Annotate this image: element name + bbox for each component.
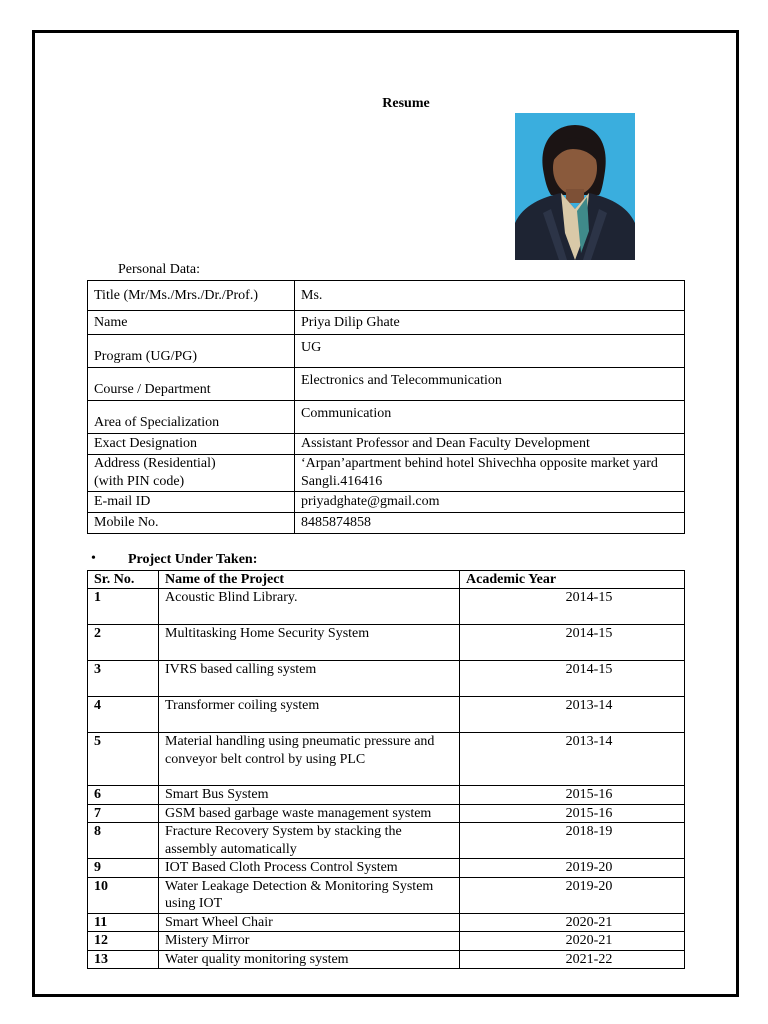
specialization-label: Area of Specialization (88, 401, 295, 434)
project-name-line1: Multitasking Home Security System (165, 626, 370, 641)
table-row (88, 859, 685, 878)
table-row (88, 661, 685, 697)
table-row (88, 733, 685, 786)
table-row (88, 311, 685, 335)
project-no: 13 (88, 950, 159, 969)
project-name (159, 859, 460, 878)
table-row (88, 625, 685, 661)
portrait-image (515, 113, 635, 260)
project-no: 11 (88, 913, 159, 932)
project-no: 3 (88, 661, 159, 697)
project-name (159, 661, 460, 697)
project-name (159, 625, 460, 661)
mobile-label: Mobile No. (88, 513, 295, 534)
profile-photo (515, 113, 635, 260)
address-value-line2: Sangli.416416 (301, 474, 383, 489)
bullet-icon: • (91, 551, 96, 566)
project-year: 2019-20 (460, 877, 685, 913)
project-name-line1: Mistery Mirror (165, 933, 250, 948)
project-name-line1: IOT Based Cloth Process Control System (165, 860, 398, 875)
course-label: Course / Department (88, 368, 295, 401)
project-name (159, 733, 460, 786)
header-project-name: Name of the Project (159, 571, 460, 589)
project-year: 2018-19 (460, 823, 685, 859)
personal-data-table (87, 280, 685, 534)
project-name (159, 697, 460, 733)
project-name-line1: Fracture Recovery System by stacking the (165, 824, 402, 839)
table-row (88, 335, 685, 368)
project-name-line2: conveyor belt control by using PLC (165, 751, 366, 767)
email-value: priyadghate@gmail.com (295, 492, 685, 513)
project-year: 2014-15 (460, 625, 685, 661)
project-name-line1: GSM based garbage waste management system (165, 805, 432, 821)
project-year: 2013-14 (460, 697, 685, 733)
project-year: 2014-15 (460, 661, 685, 697)
project-name (159, 913, 460, 932)
project-name (159, 823, 460, 859)
table-header-row (88, 571, 685, 589)
title-label: Title (Mr/Ms./Mrs./Dr./Prof.) (88, 281, 295, 311)
table-row (88, 877, 685, 913)
projects-table (87, 570, 685, 969)
table-row (88, 786, 685, 805)
project-name-line1: Water Leakage Detection & Monitoring System (165, 878, 434, 894)
program-value: UG (295, 335, 685, 368)
personal-data-label: Personal Data: (118, 262, 201, 277)
table-row (88, 368, 685, 401)
project-year: 2013-14 (460, 733, 685, 786)
table-row (88, 513, 685, 534)
project-no: 8 (88, 823, 159, 859)
designation-label: Exact Designation (88, 434, 295, 455)
table-row (88, 950, 685, 969)
project-name-line2: assembly automatically (165, 841, 297, 857)
table-row (88, 823, 685, 859)
project-name (159, 877, 460, 913)
project-no: 12 (88, 932, 159, 951)
project-name (159, 786, 460, 805)
project-no: 4 (88, 697, 159, 733)
project-name (159, 804, 460, 823)
project-name (159, 932, 460, 951)
project-no: 1 (88, 589, 159, 625)
header-sr-no: Sr. No. (88, 571, 159, 589)
project-year: 2019-20 (460, 859, 685, 878)
designation-value: Assistant Professor and Dean Faculty Development (295, 434, 685, 455)
project-name-line1: Transformer coiling system (165, 698, 320, 713)
table-row (88, 281, 685, 311)
table-row (88, 804, 685, 823)
project-name-line1: IVRS based calling system (165, 662, 317, 677)
project-no: 2 (88, 625, 159, 661)
project-year: 2015-16 (460, 786, 685, 805)
project-name-line1: Smart Wheel Chair (165, 914, 273, 930)
email-label: E-mail ID (88, 492, 295, 513)
table-row (88, 492, 685, 513)
address-value (295, 455, 685, 492)
address-label (88, 455, 295, 492)
header-academic-year: Academic Year (460, 571, 685, 589)
mobile-value: 8485874858 (295, 513, 685, 534)
project-year: 2020-21 (460, 932, 685, 951)
project-no: 7 (88, 804, 159, 823)
project-name (159, 589, 460, 625)
table-row (88, 913, 685, 932)
project-name-line1: Smart Bus System (165, 787, 269, 802)
project-year: 2020-21 (460, 913, 685, 932)
project-name-line1: Acoustic Blind Library. (165, 590, 298, 605)
table-row (88, 589, 685, 625)
project-no: 5 (88, 733, 159, 786)
table-row (88, 455, 685, 492)
table-row (88, 434, 685, 455)
course-value: Electronics and Telecommunication (295, 368, 685, 401)
address-value-line1: ‘Arpan’apartment behind hotel Shivechha opposite market yard (301, 456, 658, 471)
project-name-line1: Water quality monitoring system (165, 951, 349, 967)
table-row (88, 932, 685, 951)
title-value: Ms. (295, 281, 685, 311)
project-no: 9 (88, 859, 159, 878)
project-name (159, 950, 460, 969)
table-row (88, 401, 685, 434)
specialization-value: Communication (295, 401, 685, 434)
name-label: Name (88, 311, 295, 335)
project-year: 2014-15 (460, 589, 685, 625)
project-year: 2015-16 (460, 804, 685, 823)
project-no: 6 (88, 786, 159, 805)
projects-heading: Project Under Taken: (128, 552, 258, 567)
name-value: Priya Dilip Ghate (295, 311, 685, 335)
project-no: 10 (88, 877, 159, 913)
project-name-line2: using IOT (165, 896, 223, 911)
project-year: 2021-22 (460, 950, 685, 969)
project-name-line1: Material handling using pneumatic pressure and (165, 734, 435, 749)
document-title: Resume (382, 96, 430, 111)
program-label: Program (UG/PG) (88, 335, 295, 368)
table-row (88, 697, 685, 733)
address-label-line2: (with PIN code) (94, 474, 185, 489)
address-label-line1: Address (Residential) (94, 456, 216, 471)
